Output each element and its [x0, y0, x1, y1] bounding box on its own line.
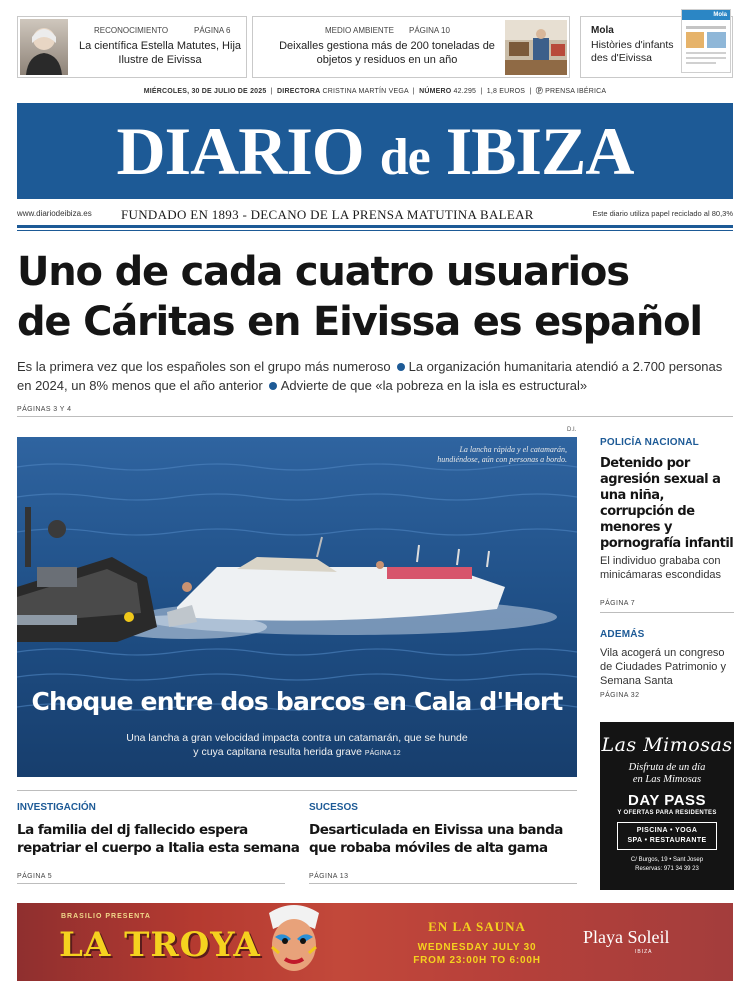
teaser-mola[interactable] [580, 12, 733, 78]
mola-thumb-bar: Mola [682, 10, 730, 20]
teaser-text: Històries d'infants des d'Eivissa [591, 39, 674, 64]
story-page-dj: PÁGINA 5 [17, 873, 53, 880]
masthead-subline [17, 206, 733, 224]
story-kicker-sucesos: SUCESOS [309, 802, 358, 813]
banner-title: LA TROYA [59, 925, 261, 965]
teaser-text: La científica Estella Matutes, Hija Ilustre de Eivissa [78, 40, 242, 66]
photo-credit: D.I. [567, 427, 577, 433]
teaser-photo-market [505, 20, 567, 75]
divider [309, 883, 577, 884]
recycled-paper-note: Este diario utiliza papel reciclado al 80,3% [592, 209, 733, 218]
ad-mimosas-services: PISCINA • YOGA SPA • RESTAURANTE [617, 822, 717, 850]
photo-headline[interactable]: Choque entre dos barcos en Cala d'Hort [31, 687, 563, 716]
ad-mimosas-daypass: DAY PASS [628, 792, 706, 809]
teaser-reconocimiento[interactable] [17, 16, 247, 78]
sidebar-summary-detenido: El individuo grababa con minicámaras escondidas [600, 555, 722, 581]
founded-motto: FUNDADO EN 1893 - DECANO DE LA PRENSA MATUTINA BALEAR [121, 207, 534, 222]
teaser-mola-thumb [681, 9, 731, 73]
ad-mimosas-offers: Y OFERTAS PARA RESIDENTES [617, 810, 717, 816]
banner-venue-logo: Playa Soleil [583, 927, 670, 947]
teaser-page: PÁGINA 6 [194, 26, 231, 35]
banner-schedule: WEDNESDAY JULY 30 FROM 23:00H TO 6:00H [413, 942, 541, 966]
story-page-banda: PÁGINA 13 [309, 873, 349, 880]
ad-mimosas-lead: Disfruta de un día en Las Mimosas [628, 762, 706, 785]
divider [17, 883, 285, 884]
sidebar-headline-detenido[interactable]: Detenido por agresión sexual a una niña, corrupción de menores y pornografía infantil [600, 456, 734, 551]
sidebar-brief-congreso[interactable]: Vila acogerá un congreso de Ciudades Patrimonio y Semana Santa [600, 647, 726, 687]
story-headline-banda[interactable]: Desarticulada en Eivissa una banda que robaba móviles de alta gama [309, 822, 563, 856]
masthead[interactable] [17, 103, 733, 199]
lead-pages: PÁGINAS 3 Y 4 [17, 406, 72, 413]
photo-caption: Una lancha a gran velocidad impacta contra un catamarán, que se hunde y cuya capitana resulta herida grave PÁGINA 12 [126, 732, 468, 758]
divider [600, 612, 734, 613]
sidebar-kicker-ademas: ADEMÁS [600, 629, 645, 640]
masthead-logo: DIARIO de IBIZA [116, 113, 634, 189]
teaser-kicker: MEDIO AMBIENTE [325, 26, 394, 35]
ad-banner-la-troya[interactable] [17, 903, 733, 981]
story-headline-dj[interactable]: La familia del dj fallecido espera repatriar el cuerpo a Italia esta semana [17, 822, 300, 856]
sidebar-kicker-policia: POLICÍA NACIONAL [600, 437, 699, 448]
sidebar-page-2: PÁGINA 32 [600, 692, 640, 699]
divider [17, 790, 577, 791]
ad-mimosas-address: C/ Burgos, 19 • Sant Josep Reservas: 971 34 39 23 [630, 857, 704, 872]
photo-inset-caption: La lancha rápida y el catamarán, hundiéndose, aún con personas a bordo. [437, 445, 567, 464]
teaser-kicker: Mola [591, 25, 614, 36]
teaser-photo-portrait [20, 19, 68, 75]
ad-mimosas-logo: Las Mimosas [601, 734, 733, 756]
teaser-page: PÁGINA 10 [409, 26, 450, 35]
divider [17, 416, 733, 417]
boat-crash-photo[interactable] [17, 437, 577, 777]
teaser-kicker: RECONOCIMIENTO [94, 26, 169, 35]
banner-venue-sub: IBIZA [635, 949, 653, 955]
lead-headline[interactable]: Uno de cada cuatro usuarios de Cáritas en Eivissa es español [17, 249, 702, 345]
story-kicker-investigacion: INVESTIGACIÓN [17, 802, 96, 813]
teaser-text: Deixalles gestiona más de 200 toneladas de objetos y residuos en un año [279, 40, 495, 66]
bullet-icon [269, 382, 277, 390]
banner-face-illustration [249, 903, 339, 981]
dateline: MIÉRCOLES, 30 DE JULIO DE 2025 | DIRECTORA CRISTINA MARTÍN VEGA | NÚMERO 42.295 | 1,8 EUROS | Ⓟ PRENSA IBÉRICA [143, 88, 607, 95]
sidebar-page-1: PÁGINA 7 [600, 600, 636, 607]
website-link[interactable]: www.diariodeibiza.es [17, 209, 92, 218]
banner-sauna: EN LA SAUNA [428, 919, 526, 934]
masthead-rule [17, 225, 733, 228]
masthead-rule-thin [17, 230, 733, 231]
bullet-icon [397, 363, 405, 371]
banner-presenta: BRASILIO PRESENTA [61, 913, 151, 920]
ad-las-mimosas[interactable] [600, 722, 734, 890]
lead-deck: Es la primera vez que los españoles son el grupo más numeroso La organización humanitaria atendió a 2.700 personas en 2024, un 8% menos que el año anterior Advierte de que «la pobreza en la isla es estructural» [17, 359, 723, 393]
teaser-medio-ambiente[interactable] [252, 16, 570, 78]
